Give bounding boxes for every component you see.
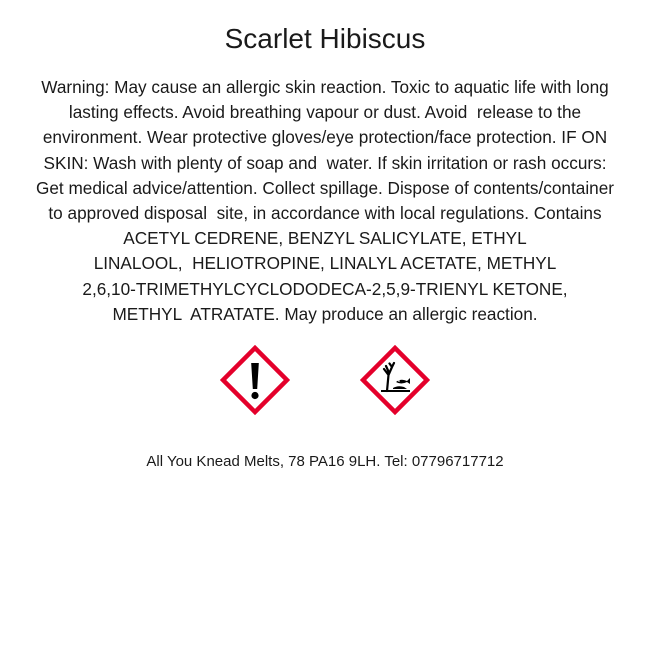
company-contact-footer: All You Knead Melts, 78 PA16 9LH. Tel: 07796717712 (146, 453, 504, 470)
warning-line: Get medical advice/attention. Collect spillage. Dispose of contents/container (35, 177, 614, 198)
warning-line: to approved disposal site, in accordance with local regulations. Contains (48, 203, 602, 224)
product-title: Scarlet Hibiscus (224, 23, 426, 54)
warning-line: 2,6,10-TRIMETHYLCYCLODODECA-2,5,9-TRIENYL KETONE, (82, 278, 568, 299)
environment-hazard-icon (360, 345, 430, 415)
warning-line: environment. Wear protective gloves/eye protection/face protection. IF ON (42, 127, 608, 148)
warning-line: SKIN: Wash with plenty of soap and water. If skin irritation or rash occurs: (43, 152, 607, 173)
warning-line: lasting effects. Avoid breathing vapour or dust. Avoid release to the (68, 102, 582, 123)
warning-line: LINALOOL, HELIOTROPINE, LINALYL ACETATE, METHYL (93, 253, 557, 274)
warning-line: Warning: May cause an allergic skin reaction. Toxic to aquatic life with long (41, 77, 609, 97)
exclamation-mark-hazard-icon (220, 345, 290, 415)
warning-line: METHYL ATRATATE. May produce an allergic reaction. (112, 303, 538, 324)
warning-line: ACETYL CEDRENE, BENZYL SALICYLATE, ETHYL (123, 228, 527, 249)
hazard-warning-text (18, 75, 632, 327)
